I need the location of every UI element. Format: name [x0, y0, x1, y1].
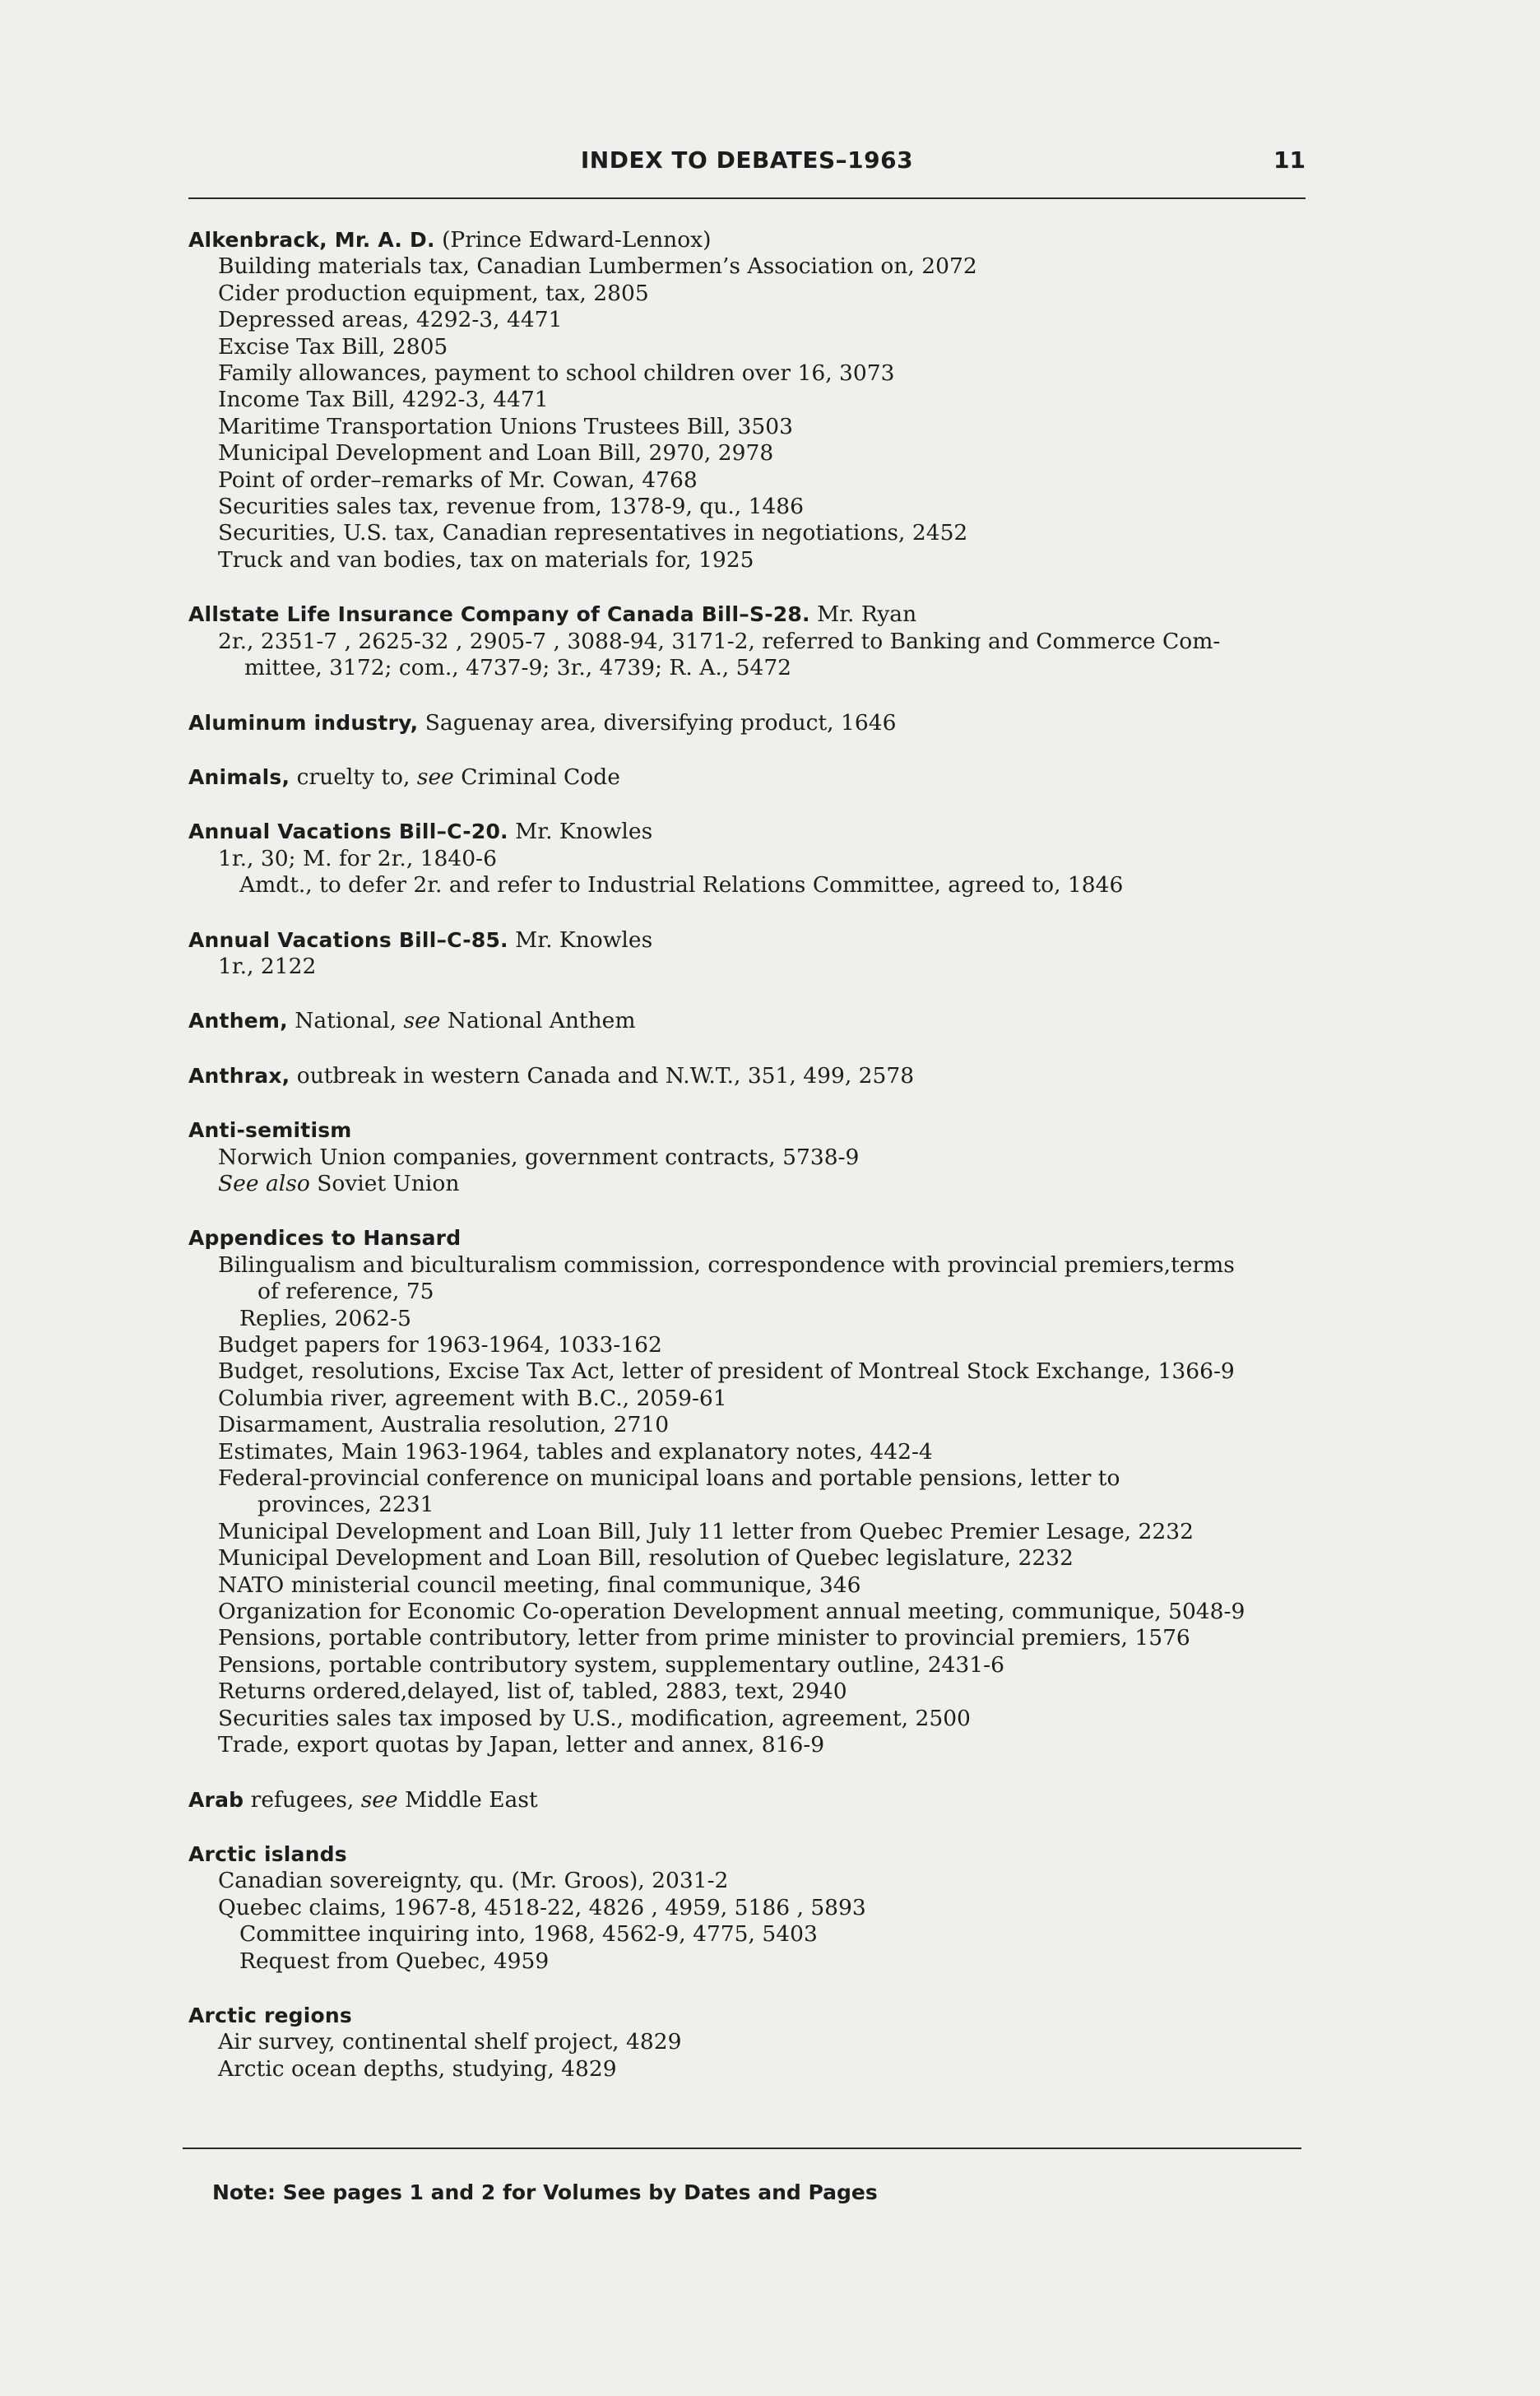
index-entry-allstate — [188, 601, 1324, 681]
entry-heading-rest: National, — [287, 1008, 404, 1034]
entry-heading: Anthem, — [188, 1009, 288, 1033]
entry-heading-rest: (Prince Edward-Lennox) — [434, 227, 712, 253]
index-entry-anthem — [188, 1008, 1324, 1034]
see-reference: see — [360, 1786, 398, 1813]
index-entry-animals — [188, 764, 1324, 791]
entry-heading: Appendices to Hansard — [188, 1226, 462, 1251]
subentry: Columbia river, agreement with B.C., 2059-61 — [218, 1385, 727, 1411]
entry-heading-rest: Mr. Knowles — [508, 926, 653, 953]
subentry: 2r., 2351-7 , 2625-32 , 2905-7 , 3088-94, 3171-2, referred to Banking and Commerce Com- — [218, 628, 1221, 654]
subentry: 1r., 30; M. for 2r., 1840-6 — [218, 845, 497, 871]
subentry-continuation: of reference, 75 — [257, 1279, 434, 1305]
index-entry-annual-vacations-c85 — [188, 927, 1324, 981]
entry-heading: Animals, — [188, 764, 290, 789]
subentry: Maritime Transportation Unions Trustees Bill, 3503 — [218, 413, 794, 439]
index-entry-appendices — [188, 1225, 1324, 1758]
subentry: Budget, resolutions, Excise Tax Act, letter of president of Montreal Stock Exchange, 1366-9 — [218, 1358, 1235, 1385]
subentry-nested: Amdt., to defer 2r. and refer to Industrial Relations Committee, agreed to, 1846 — [239, 872, 1124, 898]
index-entry-arab — [188, 1787, 1324, 1813]
subentry: 1r., 2122 — [218, 953, 317, 979]
subentry: Trade, export quotas by Japan, letter and annex, 816-9 — [218, 1732, 825, 1758]
subentry: Bilingualism and biculturalism commission, correspondence with provincial premiers,terms — [218, 1251, 1235, 1278]
index-entry-arctic-islands — [188, 1841, 1324, 1975]
subentry-continuation: mittee, 3172; com., 4737-9; 3r., 4739; R. A., 5472 — [244, 655, 792, 681]
subentry: Norwich Union companies, government contracts, 5738-9 — [218, 1144, 860, 1170]
entry-heading: Annual Vacations Bill–C-20. — [188, 820, 508, 844]
subentry: Excise Tax Bill, 2805 — [218, 333, 448, 360]
see-reference: see — [416, 764, 454, 790]
index-entry-arctic-regions — [188, 2003, 1324, 2083]
page-number: 11 — [1273, 146, 1306, 174]
entry-heading: Allstate Life Insurance Company of Canada Bill–S-28. — [188, 602, 810, 627]
subentry: NATO ministerial council meeting, final communique, 346 — [218, 1572, 861, 1598]
entry-heading-rest: Saguenay area, diversifying product, 1646 — [418, 709, 897, 736]
subentry: Pensions, portable contributory, letter from prime minister to provincial premiers, 1576 — [218, 1625, 1190, 1651]
subentry: Truck and van bodies, tax on materials for, 1925 — [218, 546, 754, 573]
subentry: Federal-provincial conference on municipal loans and portable pensions, letter to — [218, 1465, 1120, 1492]
entry-heading-rest: outbreak in western Canada and N.W.T., 351, 499, 2578 — [290, 1062, 915, 1089]
entry-heading-rest: Mr. Knowles — [508, 819, 653, 845]
footer-rule — [183, 2148, 1301, 2149]
entry-heading-rest: cruelty to, — [290, 764, 417, 790]
subentry: Arctic ocean depths, studying, 4829 — [218, 2055, 617, 2082]
subentry: Estimates, Main 1963-1964, tables and explanatory notes, 442-4 — [218, 1438, 933, 1465]
subentry: Depressed areas, 4292-3, 4471 — [218, 307, 563, 333]
see-target: Middle East — [397, 1786, 538, 1813]
subentry: Municipal Development and Loan Bill, 2970, 2978 — [218, 440, 774, 467]
subentry: Family allowances, payment to school children over 16, 3073 — [218, 360, 895, 387]
see-also-reference: See also — [218, 1170, 310, 1196]
subentry: Building materials tax, Canadian Lumbermen’s Association on, 2072 — [218, 253, 977, 280]
subentry: Municipal Development and Loan Bill, July 11 letter from Quebec Premier Lesage, 2232 — [218, 1518, 1194, 1544]
entry-heading: Arctic islands — [188, 1841, 347, 1866]
footer-note: Note: See pages 1 and 2 for Volumes by Dates and Pages — [212, 2180, 878, 2204]
index-entry-aluminum — [188, 710, 1324, 736]
subentry: Budget papers for 1963-1964, 1033-162 — [218, 1332, 662, 1358]
see-target: National Anthem — [440, 1008, 636, 1034]
entry-heading-rest: refugees, — [244, 1786, 361, 1813]
subentry: Securities sales tax imposed by U.S., modification, agreement, 2500 — [218, 1705, 971, 1731]
see-target: Criminal Code — [453, 764, 620, 790]
subentry: Cider production equipment, tax, 2805 — [218, 280, 649, 306]
entry-heading: Anti-semitism — [188, 1118, 352, 1143]
header-rule — [188, 197, 1306, 199]
page-title: INDEX TO DEBATES–1963 — [580, 146, 914, 174]
see-reference: see — [403, 1008, 441, 1034]
subentry: Returns ordered,delayed, list of, tabled, 2883, text, 2940 — [218, 1679, 847, 1705]
subentry-continuation: provinces, 2231 — [257, 1492, 434, 1518]
index-entry-annual-vacations-c20 — [188, 819, 1324, 898]
see-also-target: Soviet Union — [309, 1170, 460, 1196]
entry-heading: Annual Vacations Bill–C-85. — [188, 927, 508, 952]
entry-heading: Anthrax, — [188, 1063, 290, 1088]
subentry-nested: Replies, 2062-5 — [239, 1305, 411, 1331]
subentry: Disarmament, Australia resolution, 2710 — [218, 1412, 670, 1438]
subentry-nested: Committee inquiring into, 1968, 4562-9, 4775, 5403 — [239, 1921, 818, 1948]
entry-heading: Aluminum industry, — [188, 710, 419, 735]
subentry: Securities sales tax, revenue from, 1378-9, qu., 1486 — [218, 494, 805, 520]
subentry: Canadian sovereignty, qu. (Mr. Groos), 2031-2 — [218, 1868, 729, 1894]
subentry: Point of order–remarks of Mr. Cowan, 4768 — [218, 467, 698, 493]
subentry: Pensions, portable contributory system, supplementary outline, 2431-6 — [218, 1651, 1004, 1678]
subentry: Organization for Economic Co-operation Development annual meeting, communique, 5048-9 — [218, 1599, 1245, 1625]
page-header — [188, 146, 1306, 183]
subentry: Municipal Development and Loan Bill, resolution of Quebec legislature, 2232 — [218, 1545, 1074, 1572]
subentry: Quebec claims, 1967-8, 4518-22, 4826 , 4959, 5186 , 5893 — [218, 1894, 866, 1920]
subentry: Income Tax Bill, 4292-3, 4471 — [218, 387, 549, 413]
subentry-nested: Request from Quebec, 4959 — [239, 1948, 550, 1974]
subentry: Securities, U.S. tax, Canadian representatives in negotiations, 2452 — [218, 520, 968, 546]
entry-heading: Alkenbrack, Mr. A. D. — [188, 228, 435, 252]
entry-heading: Arab — [188, 1787, 244, 1812]
index-list — [188, 227, 1324, 2110]
index-entry-alkenbrack — [188, 227, 1324, 573]
subentry: Air survey, continental shelf project, 4829 — [218, 2029, 682, 2055]
index-entry-anthrax — [188, 1063, 1324, 1089]
entry-heading-rest: Mr. Ryan — [809, 601, 917, 628]
entry-heading: Arctic regions — [188, 2003, 352, 2027]
index-entry-anti-semitism — [188, 1117, 1324, 1197]
